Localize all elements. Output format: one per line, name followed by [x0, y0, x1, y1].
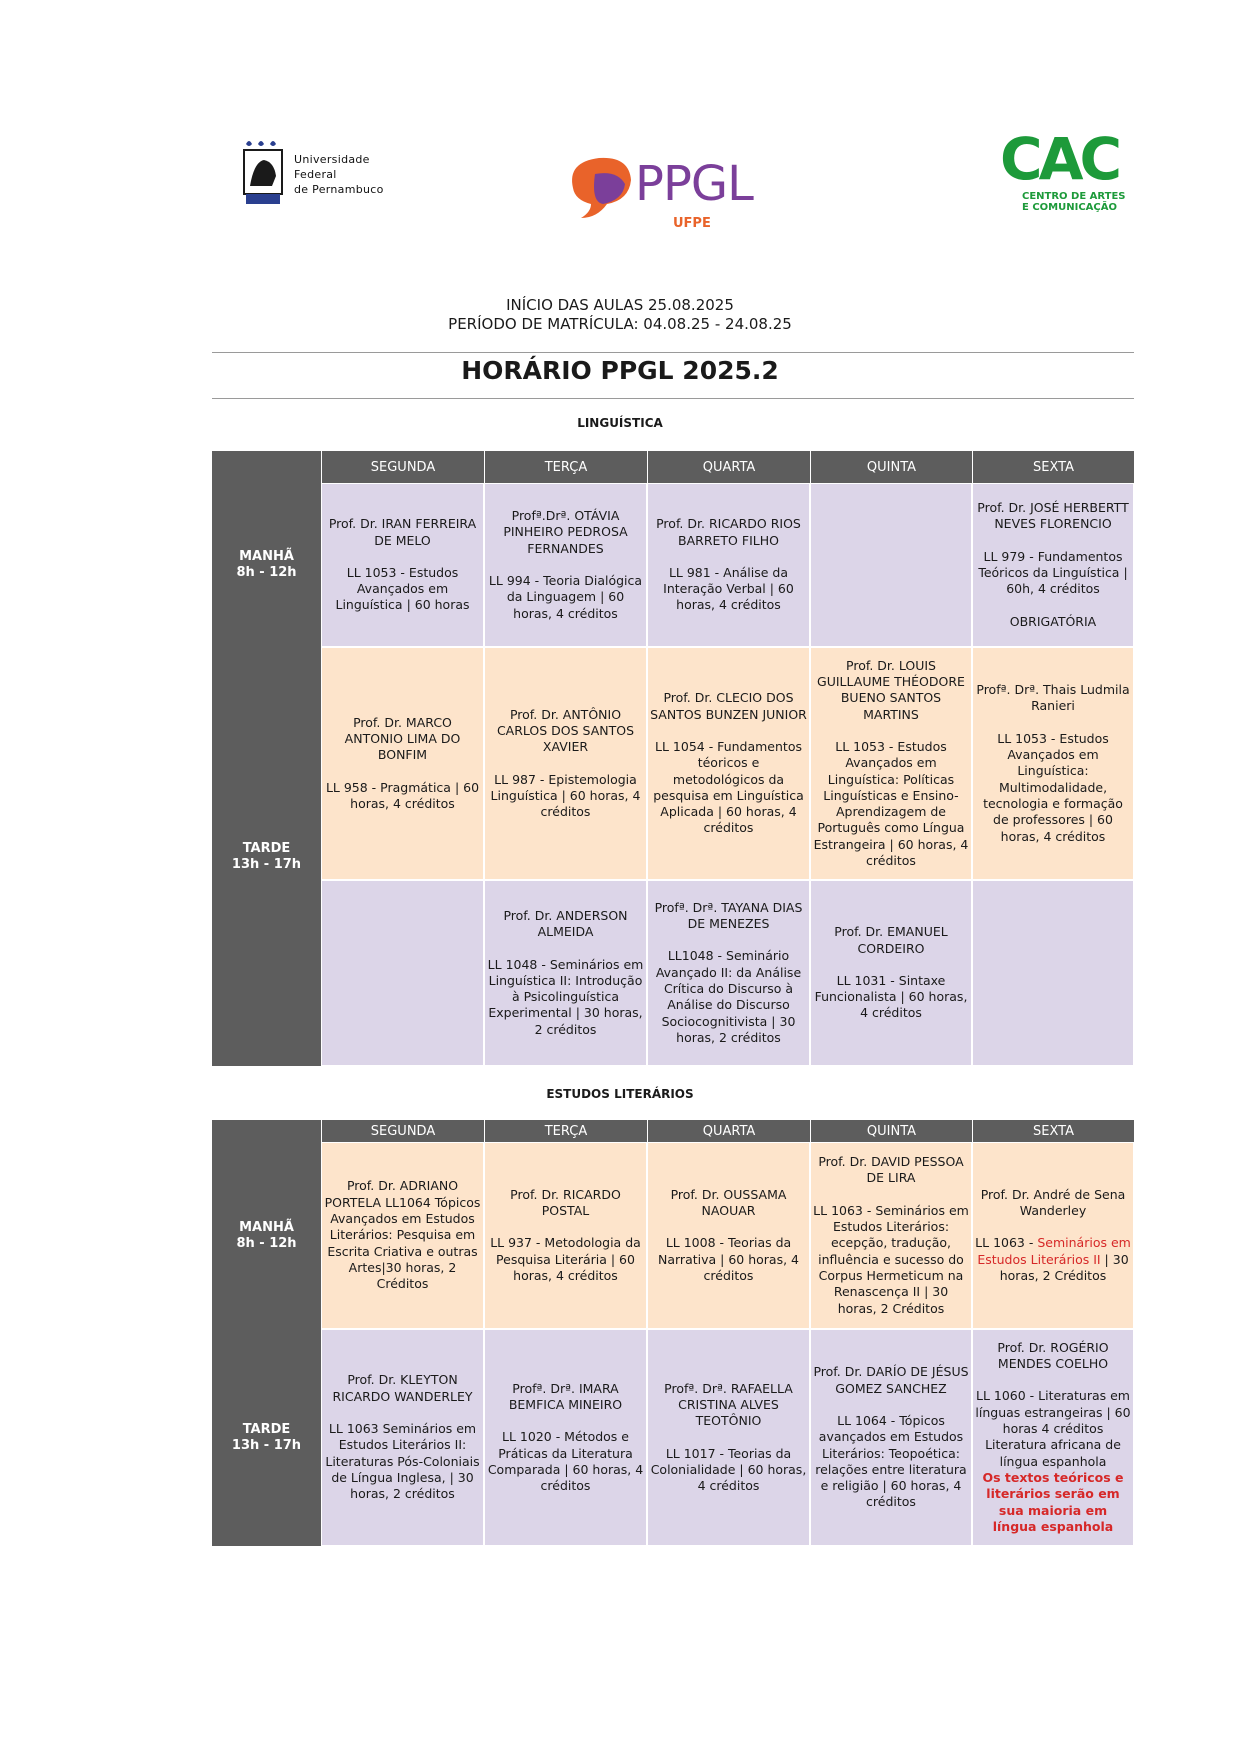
professor: Prof. Dr. André de Sena Wanderley — [980, 1186, 1126, 1219]
course: LL 1054 - Fundamentos téoricos e metodológicos da pesquisa em Linguística Aplicada | 60 horas, 4 créditos — [653, 738, 804, 836]
ppgl-name: PPGL — [635, 156, 753, 212]
empty-cell — [321, 880, 484, 1066]
ppgl-logo — [565, 150, 753, 240]
course: LL 987 - Epistemologia Linguística | 60 horas, 4 créditos — [490, 771, 641, 820]
course-cell — [972, 483, 1134, 647]
page-title: HORÁRIO PPGL 2025.2 — [461, 356, 779, 385]
professor: Prof. Dr. EMANUEL CORDEIRO — [834, 924, 948, 956]
course-cell — [484, 880, 647, 1066]
course-cell — [484, 1329, 647, 1546]
ufpe-name-line: Federal — [294, 168, 337, 181]
corner-cell — [212, 451, 321, 483]
day-header: QUINTA — [810, 451, 972, 483]
course: LL 1053 - Estudos Avançados em Linguística | 60 horas — [335, 564, 470, 613]
ufpe-logo — [240, 138, 390, 210]
empty-cell — [972, 880, 1134, 1066]
professor: Profª.Drª. OTÁVIA PINHEIRO PEDROSA FERNANDES — [503, 508, 628, 556]
course: LL 1008 - Teorias da Narrativa | 60 horas, 4 créditos — [658, 1235, 799, 1283]
day-header: SEGUNDA — [321, 451, 484, 483]
cac-logo — [1000, 125, 1140, 215]
course-cell — [647, 1329, 810, 1546]
course: LL 994 - Teoria Dialógica da Linguagem | 60 horas, 4 créditos — [488, 573, 643, 621]
header-info — [0, 296, 1240, 334]
period-hours: 13h - 17h — [231, 856, 302, 872]
professor: Prof. Dr. DAVID PESSOA DE LIRA — [818, 1154, 964, 1186]
course-details: | 30 horas, 2 Créditos — [999, 1251, 1129, 1283]
ufpe-name-line: Universidade — [294, 153, 370, 166]
cac-sub-line: CENTRO DE ARTES — [1022, 191, 1126, 202]
course: LL 1048 - Seminários em Linguística II: Introdução à Psicolinguística Experimental | 30 horas, 2 créditos — [487, 956, 644, 1037]
course-cell — [484, 647, 647, 880]
professor: Prof. Dr. RICARDO RIOS BARRETO FILHO — [656, 516, 801, 548]
course-cell — [484, 483, 647, 647]
professor: Prof. Dr. DARÍO DE JÉSUS GOMEZ SANCHEZ — [813, 1364, 969, 1396]
cac-sub-line: E COMUNICAÇÃO — [1022, 202, 1117, 213]
period-name: MANHÃ — [239, 549, 294, 564]
day-header: QUINTA — [810, 1120, 972, 1142]
divider — [212, 352, 1134, 353]
course-cell — [647, 483, 810, 647]
professor: Prof. Dr. JOSÉ HERBERTT NEVES FLORENCIO — [977, 500, 1129, 532]
course: LL 1017 - Teorias da Colonialidade | 60 horas, 4 créditos — [650, 1445, 807, 1494]
course: LL 1020 - Métodos e Práticas da Literatura Comparada | 60 horas, 4 créditos — [487, 1429, 644, 1494]
course-cell — [810, 1329, 972, 1546]
professor: Prof. Dr. ANDERSON ALMEIDA — [503, 907, 628, 940]
day-header: QUARTA — [647, 1120, 810, 1142]
professor: Profª. Drª. Thais Ludmila Ranieri — [976, 682, 1130, 714]
professor: Profª. Drª. TAYANA DIAS DE MENEZES — [654, 899, 803, 932]
course: LL 979 - Fundamentos Teóricos da Linguística | 60h, 4 créditos — [978, 548, 1128, 597]
course-cell — [321, 483, 484, 647]
course — [975, 1235, 1131, 1284]
course-cell — [484, 1142, 647, 1329]
period-name: TARDE — [242, 840, 291, 856]
course-cell — [810, 1142, 972, 1329]
ppgl-sub: UFPE — [673, 216, 711, 231]
ppgl-speech-icon — [565, 154, 641, 220]
schedule-linguistica — [212, 451, 1134, 1066]
period-hours: 8h - 12h — [236, 565, 297, 580]
course-cell — [972, 647, 1134, 880]
period-label-tarde — [212, 647, 321, 1066]
course: LL 1060 - Literaturas em línguas estrangeiras | 60 horas 4 créditos — [975, 1388, 1131, 1437]
course-cell — [321, 647, 484, 880]
professor: Profª. Drª. RAFAELLA CRISTINA ALVES TEOTÔNIO — [664, 1380, 793, 1429]
start-date: INÍCIO DAS AULAS 25.08.2025 — [506, 296, 734, 314]
course: LL 1064 - Tópicos avançados em Estudos Literários: Teopoética: relações entre literatura e religião | 60 horas, 4 créditos — [815, 1412, 967, 1510]
professor: Prof. Dr. RICARDO POSTAL — [510, 1186, 621, 1219]
enrollment-period: PERÍODO DE MATRÍCULA: 04.08.25 - 24.08.25 — [448, 315, 792, 333]
course-cell — [321, 1142, 484, 1329]
period-name: MANHÃ — [239, 1219, 294, 1235]
course-cell — [647, 647, 810, 880]
course: LL 1031 - Sintaxe Funcionalista | 60 horas, 4 créditos — [814, 972, 968, 1021]
period-hours: 13h - 17h — [231, 1437, 302, 1453]
professor: Prof. Dr. IRAN FERREIRA DE MELO — [328, 516, 477, 548]
course-subtitle: Literatura africana de língua espanhola — [985, 1437, 1121, 1469]
mandatory-note: OBRIGATÓRIA — [1009, 613, 1097, 629]
professor: Prof. Dr. MARCO ANTONIO LIMA DO BONFIM — [344, 714, 461, 763]
professor: Prof. Dr. CLECIO DOS SANTOS BUNZEN JUNIOR — [650, 690, 807, 722]
day-header: TERÇA — [484, 1120, 647, 1142]
course: LL 1063 - Seminários em Estudos Literários: ecepção, tradução, influência e sucesso do Corpus Hermeticum na Renascença II | 30 horas, 2 Créditos — [813, 1202, 969, 1316]
professor: Prof. Dr. OUSSAMA NAOUAR — [670, 1186, 787, 1219]
period-label-manha — [212, 1142, 321, 1329]
course: LL 981 - Análise da Interação Verbal | 60 horas, 4 créditos — [663, 564, 794, 613]
section-title-literarios: ESTUDOS LITERÁRIOS — [546, 1087, 694, 1101]
course-cell — [810, 647, 972, 880]
course-code: LL 1063 - — [975, 1235, 1038, 1251]
ufpe-crest-icon — [240, 138, 286, 210]
professor: Prof. Dr. KLEYTON RICARDO WANDERLEY — [332, 1372, 473, 1404]
course-cell — [972, 1329, 1134, 1546]
course-cell — [321, 1329, 484, 1546]
course-title-highlight: Seminários em Estudos Literários II — [977, 1235, 1131, 1267]
day-header: SEXTA — [972, 1120, 1134, 1142]
course: LL 1063 Seminários em Estudos Literários II: Literaturas Pós-Coloniais de Língua Inglesa, | 30 horas, 2 créditos — [325, 1421, 480, 1502]
day-header: TERÇA — [484, 451, 647, 483]
language-note: Os textos teóricos e literários serão em sua maioria em língua espanhola — [982, 1469, 1124, 1534]
period-label-tarde — [212, 1329, 321, 1546]
day-header: QUARTA — [647, 451, 810, 483]
cac-name: CAC — [1000, 125, 1119, 193]
course-cell — [647, 880, 810, 1066]
section-title-linguistica: LINGUÍSTICA — [577, 416, 663, 430]
course: LL 958 - Pragmática | 60 horas, 4 créditos — [325, 779, 480, 811]
day-header: SEXTA — [972, 451, 1134, 483]
course: LL1048 - Seminário Avançado II: da Análise Crítica do Discurso à Análise do Discurso Sociocognitivista | 30 horas, 2 créditos — [655, 948, 802, 1045]
ufpe-name-line: de Pernambuco — [294, 183, 384, 196]
divider — [212, 398, 1134, 399]
period-name: TARDE — [242, 1421, 291, 1437]
professor: Prof. Dr. ROGÉRIO MENDES COELHO — [997, 1339, 1109, 1372]
day-header: SEGUNDA — [321, 1120, 484, 1142]
professor: Prof. Dr. ADRIANO PORTELA LL1064 Tópicos Avançados em Estudos Literários: Pesquisa em Escrita Criativa e outras Artes|30 horas, 2 Créditos — [324, 1178, 481, 1292]
course-cell — [810, 880, 972, 1066]
course: LL 1053 - Estudos Avançados em Linguística: Multimodalidade, tecnologia e formação de professores | 60 horas, 4 créditos — [983, 730, 1123, 844]
course: LL 937 - Metodologia da Pesquisa Literária | 60 horas, 4 créditos — [490, 1235, 641, 1283]
professor: Prof. Dr. LOUIS GUILLAUME THÉODORE BUENO SANTOS MARTINS — [817, 657, 965, 722]
empty-cell — [810, 483, 972, 647]
professor: Prof. Dr. ANTÔNIO CARLOS DOS SANTOS XAVIER — [496, 706, 635, 755]
period-hours: 8h - 12h — [236, 1235, 297, 1251]
course: LL 1053 - Estudos Avançados em Linguística: Políticas Linguísticas e Ensino-Aprendizagem de Português como Língua Estrangeira | 60 horas, 4 créditos — [813, 738, 969, 868]
corner-cell — [212, 1120, 321, 1142]
course-cell — [647, 1142, 810, 1329]
period-label-manha — [212, 483, 321, 647]
course-cell — [972, 1142, 1134, 1329]
professor: Profª. Drª. IMARA BEMFICA MINEIRO — [508, 1380, 623, 1412]
schedule-literarios — [212, 1120, 1134, 1546]
